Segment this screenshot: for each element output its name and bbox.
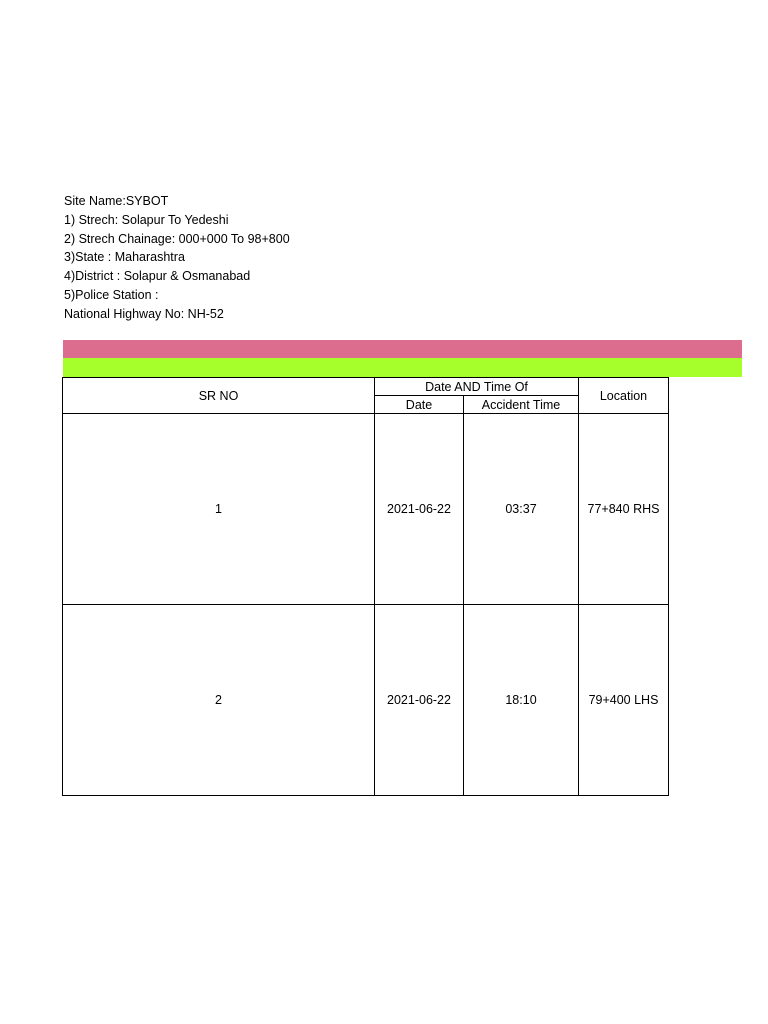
site-info (64, 192, 290, 324)
header-sr-no: SR NO (63, 378, 375, 414)
cell-accident-time: 03:37 (464, 414, 579, 605)
site-name: Site Name:SYBOT (64, 194, 169, 208)
header-accident-time: Accident Time (464, 396, 579, 414)
cell-location: 79+400 LHS (579, 605, 669, 796)
police-station: 5)Police Station : (64, 287, 159, 302)
cell-sr-no: 2 (63, 605, 375, 796)
national-highway: National Highway No: NH-52 (64, 306, 224, 321)
district: 4)District : Solapur & Osmanabad (64, 269, 251, 284)
pink-band (63, 340, 742, 358)
cell-location: 77+840 RHS (579, 414, 669, 605)
strech-chainage: 2) Strech Chainage: 000+000 To 98+800 (64, 231, 290, 246)
table-row (63, 414, 669, 605)
header-date: Date (375, 396, 464, 414)
header-date-and-time-of: Date AND Time Of (375, 378, 579, 396)
state: 3)State : Maharashtra (64, 250, 185, 265)
table-row (63, 605, 669, 796)
cell-date: 2021-06-22 (375, 605, 464, 796)
cell-accident-time: 18:10 (464, 605, 579, 796)
accident-table (62, 377, 669, 796)
cell-sr-no: 1 (63, 414, 375, 605)
strech: 1) Strech: Solapur To Yedeshi (64, 212, 229, 227)
header-location: Location (579, 378, 669, 414)
green-band (63, 358, 742, 377)
cell-date: 2021-06-22 (375, 414, 464, 605)
